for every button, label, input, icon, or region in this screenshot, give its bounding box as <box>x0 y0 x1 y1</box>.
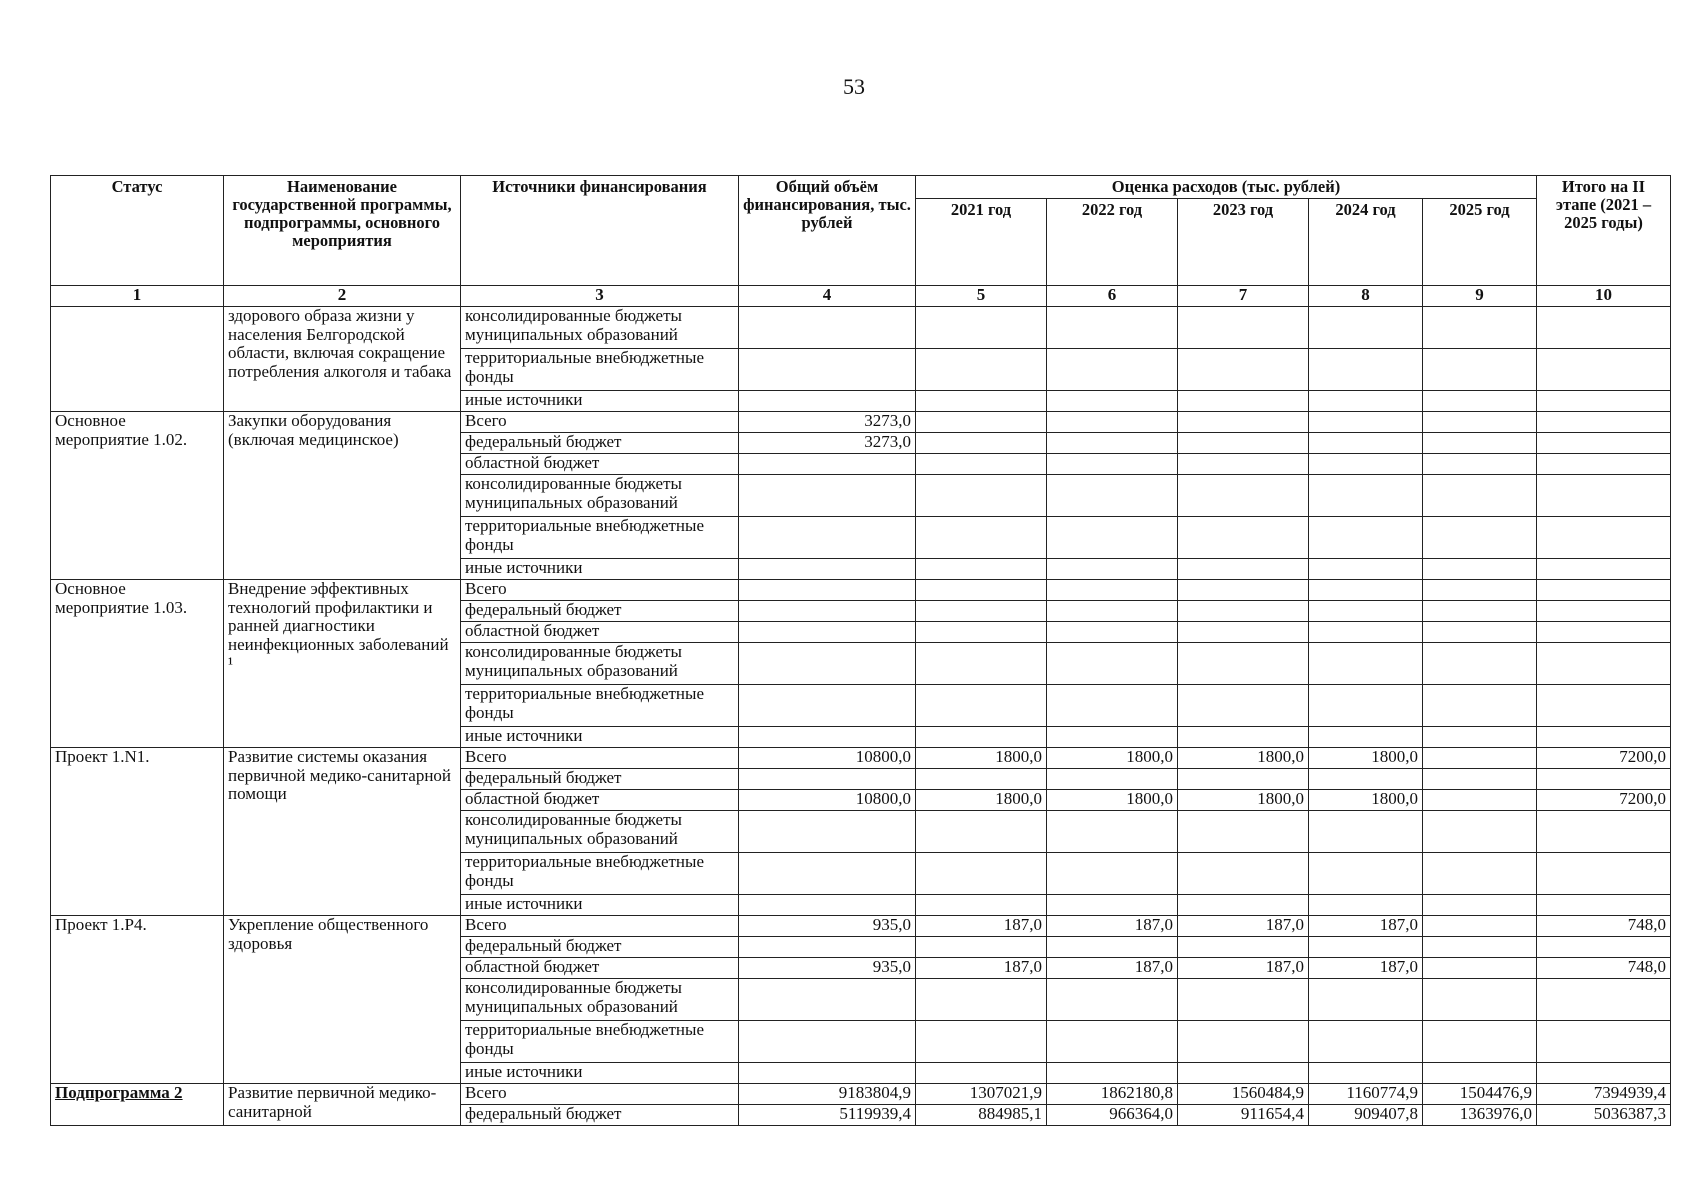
row-amount: 966364,0 <box>1047 1105 1178 1126</box>
row-amount <box>1537 643 1671 685</box>
table-row <box>51 580 1671 601</box>
row-amount <box>916 769 1047 790</box>
row-amount: 187,0 <box>1178 958 1309 979</box>
row-amount <box>1047 622 1178 643</box>
column-number: 3 <box>461 286 739 307</box>
row-amount <box>1178 811 1309 853</box>
row-amount: 1363976,0 <box>1423 1105 1537 1126</box>
row-amount <box>1309 1021 1423 1063</box>
row-amount <box>1537 454 1671 475</box>
row-amount <box>1047 643 1178 685</box>
row-amount <box>1423 853 1537 895</box>
row-amount <box>1537 811 1671 853</box>
row-amount <box>1537 685 1671 727</box>
row-amount <box>1047 685 1178 727</box>
row-amount <box>916 454 1047 475</box>
row-amount <box>1423 769 1537 790</box>
row-amount: 9183804,9 <box>739 1084 916 1105</box>
column-number: 6 <box>1047 286 1178 307</box>
row-amount: 1160774,9 <box>1309 1084 1423 1105</box>
row-amount <box>1423 811 1537 853</box>
row-funding-source: областной бюджет <box>461 958 739 979</box>
row-amount: 1800,0 <box>916 748 1047 769</box>
row-amount: 911654,4 <box>1178 1105 1309 1126</box>
row-status <box>51 307 224 412</box>
row-amount <box>739 454 916 475</box>
row-amount <box>1423 937 1537 958</box>
row-amount <box>1047 391 1178 412</box>
row-amount <box>1178 937 1309 958</box>
row-funding-source: иные источники <box>461 1063 739 1084</box>
row-amount <box>1423 790 1537 811</box>
row-amount <box>1178 349 1309 391</box>
row-amount <box>1047 937 1178 958</box>
row-amount <box>1537 622 1671 643</box>
row-funding-source: Всего <box>461 748 739 769</box>
row-amount <box>1537 895 1671 916</box>
row-amount <box>1178 412 1309 433</box>
row-amount <box>1178 685 1309 727</box>
row-funding-source: консолидированные бюджеты муниципальных образований <box>461 307 739 349</box>
row-amount: 1800,0 <box>1309 748 1423 769</box>
row-amount <box>739 853 916 895</box>
row-program-name: Закупки оборудования (включая медицинское) <box>224 412 461 580</box>
row-amount <box>1423 412 1537 433</box>
row-amount <box>739 937 916 958</box>
row-amount <box>1047 601 1178 622</box>
row-program-name: Внедрение эффективных технологий профилактики и ранней диагностики неинфекционных заболеваний ¹ <box>224 580 461 748</box>
table-row <box>51 412 1671 433</box>
row-amount <box>739 580 916 601</box>
row-amount <box>1309 475 1423 517</box>
row-amount <box>739 559 916 580</box>
row-amount: 748,0 <box>1537 916 1671 937</box>
header-stage-total: Итого на II этапе (2021 – 2025 годы) <box>1537 176 1671 286</box>
row-amount: 935,0 <box>739 958 916 979</box>
row-amount <box>1309 622 1423 643</box>
header-2021: 2021 год <box>916 199 1047 286</box>
row-amount <box>916 685 1047 727</box>
row-amount <box>916 895 1047 916</box>
row-amount <box>1537 412 1671 433</box>
row-amount <box>1178 454 1309 475</box>
row-amount <box>1178 307 1309 349</box>
row-amount: 884985,1 <box>916 1105 1047 1126</box>
row-amount <box>1537 853 1671 895</box>
row-amount: 7200,0 <box>1537 748 1671 769</box>
row-amount: 1800,0 <box>1309 790 1423 811</box>
row-amount <box>1537 391 1671 412</box>
row-amount <box>1309 979 1423 1021</box>
row-amount <box>1178 1021 1309 1063</box>
row-funding-source: федеральный бюджет <box>461 433 739 454</box>
header-name: Наименование государственной программы, подпрограммы, основного мероприятия <box>224 176 461 286</box>
table-row <box>51 307 1671 349</box>
row-amount <box>1047 475 1178 517</box>
row-amount <box>739 769 916 790</box>
row-amount <box>1537 475 1671 517</box>
row-amount <box>739 517 916 559</box>
row-amount: 3273,0 <box>739 412 916 433</box>
row-amount <box>916 391 1047 412</box>
row-program-name: Развитие системы оказания первичной медико-санитарной помощи <box>224 748 461 916</box>
row-amount <box>1423 748 1537 769</box>
row-amount <box>1537 979 1671 1021</box>
row-amount <box>916 643 1047 685</box>
row-amount <box>1047 1021 1178 1063</box>
row-amount: 748,0 <box>1537 958 1671 979</box>
row-amount <box>1537 349 1671 391</box>
row-program-name: Развитие первичной медико-санитарной <box>224 1084 461 1126</box>
row-amount <box>1047 769 1178 790</box>
row-funding-source: Всего <box>461 1084 739 1105</box>
row-status: Проект 1.N1. <box>51 748 224 916</box>
row-program-name: Укрепление общественного здоровья <box>224 916 461 1084</box>
header-total: Общий объём финансирования, тыс. рублей <box>739 176 916 286</box>
row-amount <box>916 979 1047 1021</box>
row-amount <box>1309 433 1423 454</box>
column-number: 8 <box>1309 286 1423 307</box>
row-funding-source: консолидированные бюджеты муниципальных образований <box>461 979 739 1021</box>
row-amount <box>916 811 1047 853</box>
row-amount <box>1047 517 1178 559</box>
row-amount: 187,0 <box>1309 958 1423 979</box>
row-amount <box>1309 1063 1423 1084</box>
row-amount <box>1309 601 1423 622</box>
row-amount <box>1537 433 1671 454</box>
table-row <box>51 748 1671 769</box>
row-amount <box>1047 433 1178 454</box>
row-amount <box>739 622 916 643</box>
row-funding-source: консолидированные бюджеты муниципальных образований <box>461 475 739 517</box>
row-amount <box>1309 580 1423 601</box>
row-amount <box>1309 643 1423 685</box>
row-amount <box>739 979 916 1021</box>
row-funding-source: консолидированные бюджеты муниципальных образований <box>461 643 739 685</box>
row-funding-source: территориальные внебюджетные фонды <box>461 853 739 895</box>
row-amount: 1800,0 <box>1047 748 1178 769</box>
row-amount <box>1309 454 1423 475</box>
row-amount: 1560484,9 <box>1178 1084 1309 1105</box>
row-amount <box>1309 685 1423 727</box>
row-amount <box>1178 979 1309 1021</box>
row-amount <box>1423 391 1537 412</box>
row-amount: 1800,0 <box>1178 748 1309 769</box>
row-amount <box>1423 1063 1537 1084</box>
row-funding-source: областной бюджет <box>461 622 739 643</box>
row-amount <box>1537 601 1671 622</box>
row-amount <box>1178 769 1309 790</box>
row-amount <box>1423 307 1537 349</box>
table-row <box>51 916 1671 937</box>
row-amount: 909407,8 <box>1309 1105 1423 1126</box>
row-amount <box>1309 895 1423 916</box>
row-amount: 935,0 <box>739 916 916 937</box>
row-amount <box>916 433 1047 454</box>
row-amount <box>1423 727 1537 748</box>
row-amount <box>739 349 916 391</box>
row-amount <box>739 895 916 916</box>
row-amount <box>1423 1021 1537 1063</box>
row-amount: 1504476,9 <box>1423 1084 1537 1105</box>
row-amount <box>1423 643 1537 685</box>
row-amount <box>739 307 916 349</box>
header-estimate: Оценка расходов (тыс. рублей) <box>916 176 1537 199</box>
row-amount <box>1309 391 1423 412</box>
row-amount <box>916 412 1047 433</box>
row-amount <box>1047 979 1178 1021</box>
header-2022: 2022 год <box>1047 199 1178 286</box>
row-funding-source: Всего <box>461 580 739 601</box>
row-amount: 187,0 <box>1178 916 1309 937</box>
row-status: Проект 1.Р4. <box>51 916 224 1084</box>
row-funding-source: Всего <box>461 916 739 937</box>
row-amount <box>1423 916 1537 937</box>
table-row <box>51 1084 1671 1105</box>
column-number: 10 <box>1537 286 1671 307</box>
row-amount: 7200,0 <box>1537 790 1671 811</box>
row-amount <box>1178 433 1309 454</box>
row-funding-source: федеральный бюджет <box>461 937 739 958</box>
row-amount <box>1309 517 1423 559</box>
row-amount <box>739 685 916 727</box>
row-amount: 187,0 <box>1047 958 1178 979</box>
row-amount <box>1309 412 1423 433</box>
row-amount <box>1423 349 1537 391</box>
row-amount <box>1423 979 1537 1021</box>
row-amount <box>1423 559 1537 580</box>
row-amount <box>1537 727 1671 748</box>
row-amount <box>916 580 1047 601</box>
row-status: Подпрограмма 2 <box>51 1084 224 1126</box>
row-funding-source: иные источники <box>461 559 739 580</box>
header-2024: 2024 год <box>1309 199 1423 286</box>
table-body <box>51 307 1671 1126</box>
row-amount <box>739 727 916 748</box>
row-amount <box>1178 580 1309 601</box>
row-amount: 1862180,8 <box>1047 1084 1178 1105</box>
row-amount <box>1423 517 1537 559</box>
row-amount <box>1047 727 1178 748</box>
row-program-name: здорового образа жизни у населения Белгородской области, включая сокращение потребления алкоголя и табака <box>224 307 461 412</box>
header-2025: 2025 год <box>1423 199 1537 286</box>
row-amount <box>916 601 1047 622</box>
row-amount <box>1178 643 1309 685</box>
row-amount <box>1178 391 1309 412</box>
row-amount <box>1178 475 1309 517</box>
row-amount <box>739 391 916 412</box>
column-number: 2 <box>224 286 461 307</box>
row-amount <box>1423 580 1537 601</box>
row-amount: 10800,0 <box>739 790 916 811</box>
row-funding-source: федеральный бюджет <box>461 1105 739 1126</box>
row-amount <box>1537 937 1671 958</box>
row-funding-source: Всего <box>461 412 739 433</box>
row-amount: 3273,0 <box>739 433 916 454</box>
row-amount <box>1047 895 1178 916</box>
row-amount <box>739 601 916 622</box>
row-amount <box>1309 769 1423 790</box>
row-amount <box>916 307 1047 349</box>
row-amount <box>1537 1063 1671 1084</box>
row-amount <box>1178 559 1309 580</box>
row-amount: 1800,0 <box>1047 790 1178 811</box>
row-funding-source: территориальные внебюджетные фонды <box>461 685 739 727</box>
row-amount <box>1309 811 1423 853</box>
row-funding-source: территориальные внебюджетные фонды <box>461 517 739 559</box>
row-amount: 187,0 <box>1047 916 1178 937</box>
row-funding-source: территориальные внебюджетные фонды <box>461 1021 739 1063</box>
row-amount <box>1537 580 1671 601</box>
row-amount <box>1537 559 1671 580</box>
row-amount <box>1047 454 1178 475</box>
column-number: 5 <box>916 286 1047 307</box>
row-funding-source: консолидированные бюджеты муниципальных образований <box>461 811 739 853</box>
row-amount <box>1178 853 1309 895</box>
row-funding-source: областной бюджет <box>461 790 739 811</box>
row-amount <box>916 475 1047 517</box>
row-amount <box>916 622 1047 643</box>
row-amount <box>1309 349 1423 391</box>
row-amount <box>739 1063 916 1084</box>
row-amount <box>916 1063 1047 1084</box>
row-amount <box>1178 622 1309 643</box>
row-amount <box>1309 853 1423 895</box>
row-amount <box>1537 307 1671 349</box>
row-funding-source: федеральный бюджет <box>461 601 739 622</box>
row-funding-source: иные источники <box>461 391 739 412</box>
row-amount <box>1423 895 1537 916</box>
row-amount <box>1537 1021 1671 1063</box>
row-amount <box>1047 1063 1178 1084</box>
row-funding-source: территориальные внебюджетные фонды <box>461 349 739 391</box>
row-amount: 1800,0 <box>916 790 1047 811</box>
row-status: Основное мероприятие 1.03. <box>51 580 224 748</box>
row-amount: 10800,0 <box>739 748 916 769</box>
row-amount <box>1423 475 1537 517</box>
row-amount <box>1309 937 1423 958</box>
header-2023: 2023 год <box>1178 199 1309 286</box>
row-amount <box>1423 601 1537 622</box>
row-amount: 5119939,4 <box>739 1105 916 1126</box>
row-amount <box>1423 433 1537 454</box>
row-amount <box>1537 517 1671 559</box>
row-amount <box>916 727 1047 748</box>
row-funding-source: областной бюджет <box>461 454 739 475</box>
row-amount <box>1047 349 1178 391</box>
row-amount: 187,0 <box>916 958 1047 979</box>
row-amount: 187,0 <box>1309 916 1423 937</box>
row-amount <box>1178 601 1309 622</box>
column-number: 7 <box>1178 286 1309 307</box>
row-funding-source: иные источники <box>461 727 739 748</box>
row-amount <box>1047 853 1178 895</box>
row-amount <box>1423 622 1537 643</box>
row-amount <box>1047 412 1178 433</box>
row-amount <box>916 349 1047 391</box>
row-amount <box>1309 307 1423 349</box>
row-amount: 1800,0 <box>1178 790 1309 811</box>
row-amount: 1307021,9 <box>916 1084 1047 1105</box>
row-amount <box>916 1021 1047 1063</box>
row-amount <box>1047 307 1178 349</box>
row-amount <box>1423 454 1537 475</box>
row-amount <box>1309 727 1423 748</box>
row-amount <box>1178 895 1309 916</box>
row-amount <box>1047 559 1178 580</box>
row-amount <box>739 475 916 517</box>
row-status: Основное мероприятие 1.02. <box>51 412 224 580</box>
row-amount <box>916 559 1047 580</box>
row-amount <box>1423 958 1537 979</box>
header-sources: Источники финансирования <box>461 176 739 286</box>
row-amount: 7394939,4 <box>1537 1084 1671 1105</box>
row-amount <box>1537 769 1671 790</box>
row-amount <box>1178 1063 1309 1084</box>
column-number: 1 <box>51 286 224 307</box>
row-amount <box>1423 685 1537 727</box>
row-funding-source: иные источники <box>461 895 739 916</box>
header-status: Статус <box>51 176 224 286</box>
row-amount <box>1309 559 1423 580</box>
budget-table <box>50 175 1671 1126</box>
row-funding-source: федеральный бюджет <box>461 769 739 790</box>
row-amount <box>916 517 1047 559</box>
column-number: 9 <box>1423 286 1537 307</box>
row-amount <box>739 643 916 685</box>
page-number: 53 <box>843 74 865 99</box>
row-amount <box>739 811 916 853</box>
row-amount <box>916 937 1047 958</box>
row-amount <box>1178 517 1309 559</box>
row-amount <box>1047 811 1178 853</box>
row-amount <box>916 853 1047 895</box>
column-numbers-row <box>51 286 1671 307</box>
row-amount: 5036387,3 <box>1537 1105 1671 1126</box>
row-amount <box>739 1021 916 1063</box>
row-amount <box>1047 580 1178 601</box>
row-amount: 187,0 <box>916 916 1047 937</box>
row-amount <box>1178 727 1309 748</box>
column-number: 4 <box>739 286 916 307</box>
